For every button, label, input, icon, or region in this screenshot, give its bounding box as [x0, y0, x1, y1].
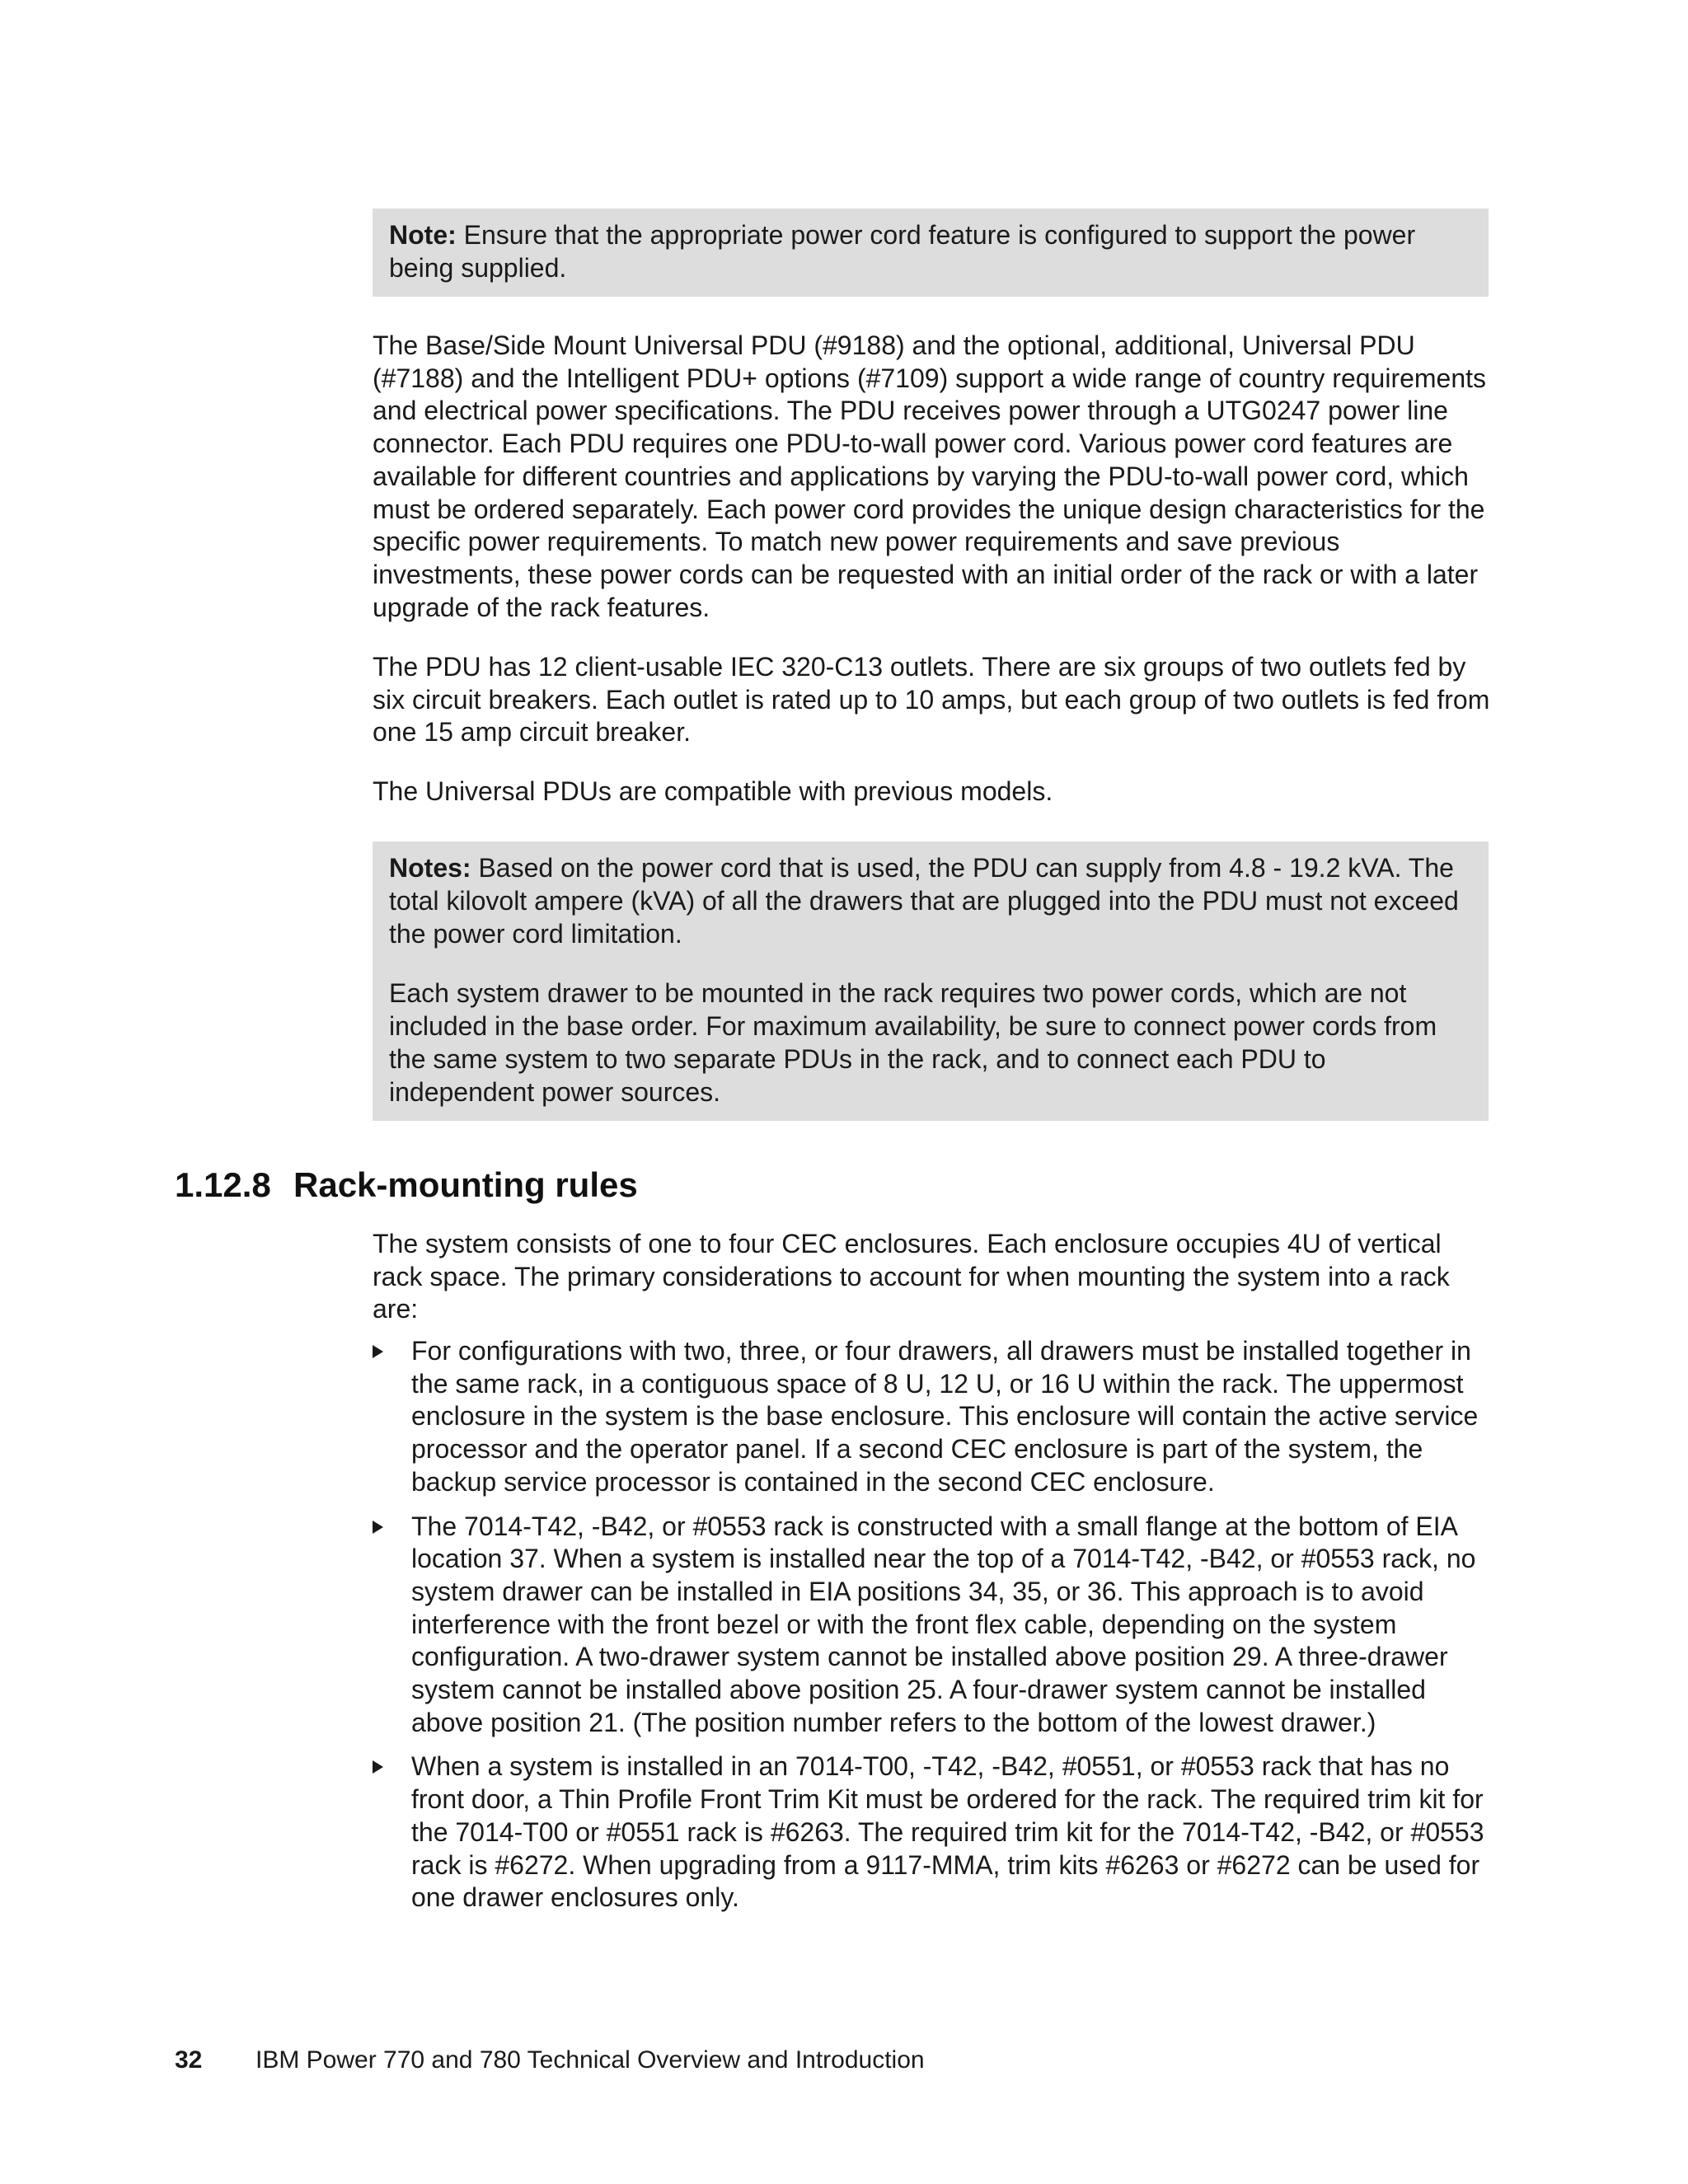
section-title: Rack-mounting rules	[293, 1165, 638, 1204]
bullet-list	[373, 1335, 1493, 1926]
bullet-item	[373, 1511, 1493, 1740]
bullet-text: The 7014-T42, -B42, or #0553 rack is constructed with a small flange at the bottom of EIA location 37. When a system is installed near the top of a 7014-T42, -B42, or #0553 rack, no system drawer can be installed in EIA positions 34, 35, or 36. This approach is to avoid interference with the front bezel or with the front flex cable, depending on the system configuration. A two-drawer system cannot be installed above position 29. A three-drawer system cannot be installed above position 25. A four-drawer system cannot be installed above position 21. (The position number refers to the bottom of the lowest drawer.)	[411, 1511, 1476, 1737]
note-text	[389, 218, 1472, 284]
note-label: Note:	[389, 220, 457, 250]
bullet-text: When a system is installed in an 7014-T00, -T42, -B42, #0551, or #0553 rack that has no front door, a Thin Profile Front Trim Kit must be ordered for the rack. The required trim kit for the 7014-T00 or #0551 rack is #6263. The required trim kit for the 7014-T42, -B42, or #0553 rack is #6272. When upgrading from a 9117-MMA, trim kits #6263 or #6272 can be used for one drawer enclosures only.	[411, 1751, 1484, 1913]
notes-body-1: Based on the power cord that is used, the PDU can supply from 4.8 - 19.2 kVA. The total kilovolt ampere (kVA) of all the drawers that are plugged into the PDU must not exceed the power cord limitation.	[389, 853, 1459, 949]
page-number: 32	[175, 2046, 203, 2074]
triangle-bullet-icon	[373, 1760, 383, 1774]
notes-label: Notes:	[389, 853, 471, 883]
triangle-bullet-icon	[373, 1345, 383, 1358]
page-footer	[175, 2044, 925, 2077]
section-heading	[175, 1162, 638, 1208]
notes-text-1	[389, 851, 1472, 950]
triangle-bullet-icon	[373, 1521, 383, 1534]
notes-box	[373, 841, 1489, 1121]
bullet-item	[373, 1335, 1493, 1499]
note-body: Ensure that the appropriate power cord feature is configured to support the power being supplied.	[389, 220, 1416, 283]
bullet-item	[373, 1750, 1493, 1915]
note-box	[373, 209, 1489, 297]
body-paragraph-outlets: The PDU has 12 client-usable IEC 320-C13 outlets. There are six groups of two outlets fed by six circuit breakers. Each outlet is rated up to 10 amps, but each group of two outlets is fed from one 15 amp circuit breaker.	[373, 652, 1490, 748]
footer-title: IBM Power 770 and 780 Technical Overview and Introduction	[256, 2046, 925, 2074]
section-number: 1.12.8	[175, 1165, 271, 1204]
body-paragraph-compatibility: The Universal PDUs are compatible with previous models.	[373, 776, 1053, 806]
notes-text-2: Each system drawer to be mounted in the rack requires two power cords, which are not included in the base order. For maximum availability, be sure to connect power cords from the same system to two separate PDUs in the rack, and to connect each PDU to independent power sources.	[389, 978, 1437, 1107]
section-intro-paragraph: The system consists of one to four CEC enclosures. Each enclosure occupies 4U of vertical rack space. The primary considerations to account for when mounting the system into a rack are:	[373, 1229, 1450, 1324]
bullet-text: For configurations with two, three, or four drawers, all drawers must be installed together in the same rack, in a contiguous space of 8 U, 12 U, or 16 U within the rack. The uppermost enclosure in the system is the base enclosure. This enclosure will contain the active service processor and the operator panel. If a second CEC enclosure is part of the system, the backup service processor is contained in the second CEC enclosure.	[411, 1336, 1479, 1497]
body-paragraph-pdu-overview: The Base/Side Mount Universal PDU (#9188) and the optional, additional, Universal PDU (#7188) and the Intelligent PDU+ options (#7109) support a wide range of country requirements and electrical power specifications. The PDU receives power through a UTG0247 power line connector. Each PDU requires one PDU-to-wall power cord. Various power cord features are available for different countries and applications by varying the PDU-to-wall power cord, which must be ordered separately. Each power cord provides the unique design characteristics for the specific power requirements. To match new power requirements and save previous investments, these power cords can be requested with an initial order of the rack or with a later upgrade of the rack features.	[373, 330, 1487, 622]
